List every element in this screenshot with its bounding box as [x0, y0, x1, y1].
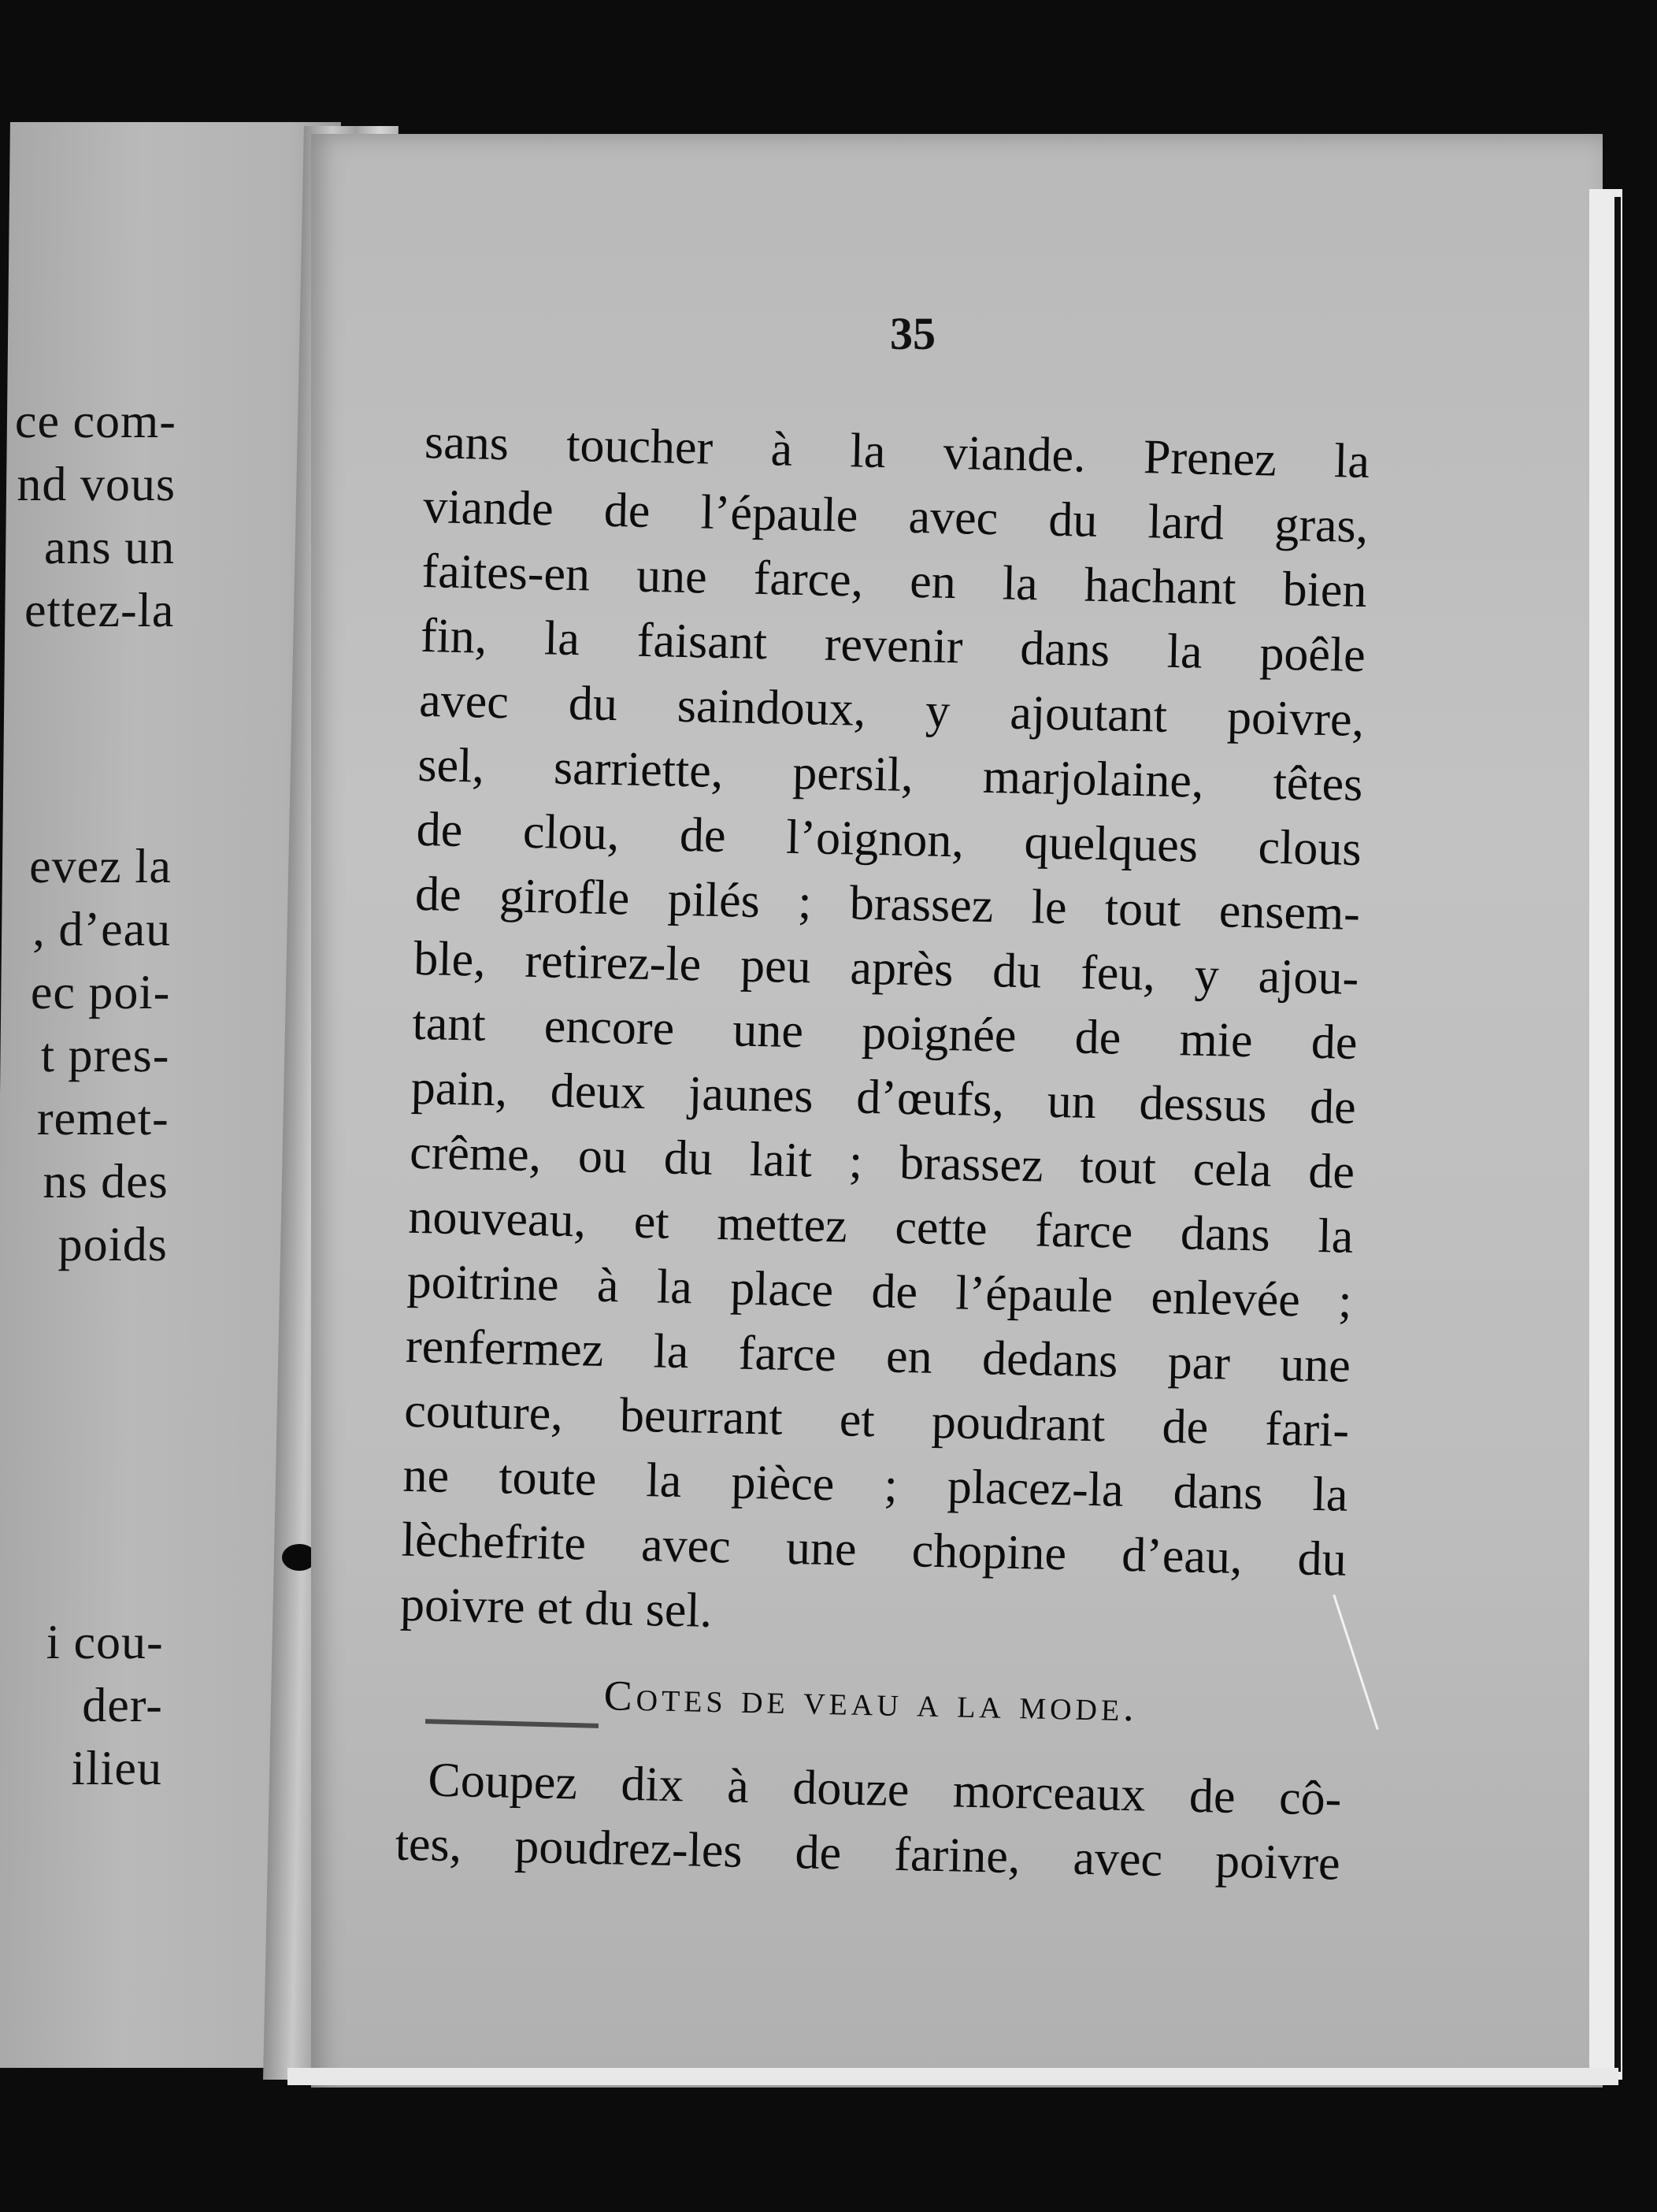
text-line: fin, la faisant revenir dans la poêle [420, 608, 1366, 683]
page-number: 35 [890, 308, 936, 359]
text-line: sans toucher à la viande. Prenez la [424, 414, 1370, 489]
text-line: faites-en une farce, en la hachant bien [421, 544, 1368, 618]
text-line: couture, beurrant et poudrant de fari- [403, 1383, 1350, 1457]
text-line: tant encore une poignée de mie de [411, 996, 1359, 1070]
left-text-fragment: ce com- [14, 395, 177, 448]
text-line: lèchefrite avec une chopine d’eau, du [401, 1512, 1347, 1587]
text-line: pain, deux jaunes d’œufs, un dessus de [410, 1060, 1357, 1134]
left-text-fragment: poids [57, 1218, 169, 1271]
left-text-fragment: nd vous [17, 458, 176, 511]
left-text-fragment: ec poi- [30, 966, 171, 1019]
left-text-fragment: , d’eau [32, 903, 172, 956]
text-line: poivre et du sel. [399, 1577, 713, 1638]
page-bottom-edge [287, 2068, 1618, 2085]
left-text-fragment: ans un [43, 521, 176, 574]
left-text-fragment: ilieu [71, 1742, 163, 1795]
left-text-fragment: t pres- [40, 1029, 170, 1082]
text-line: de girofle pilés ; brassez le tout ensem- [414, 867, 1361, 941]
body-text [395, 410, 1370, 1896]
text-line: Coupez dix à douze morceaux de cô- [427, 1753, 1343, 1826]
left-text-fragment: ettez-la [24, 584, 175, 637]
text-line: ble, retirez-le peu après du feu, y ajou- [413, 931, 1359, 1005]
left-text-fragment: der- [81, 1679, 164, 1732]
text-line: de clou, de l’oignon, quelques clous [416, 802, 1362, 877]
left-text-fragment: i cou- [46, 1616, 165, 1669]
text-line: avec du saindoux, y ajoutant poivre, [418, 673, 1365, 748]
text-line: sel, sarriette, persil, marjolaine, têtes [417, 737, 1364, 812]
text-line: poitrine à la place de l’épaule enlevée ; [406, 1254, 1353, 1328]
left-text-fragment: remet- [36, 1092, 170, 1145]
left-text-fragment: ns des [43, 1155, 169, 1208]
left-text-fragment: evez la [28, 840, 172, 893]
text-line: nouveau, et mettez cette farce dans la [407, 1190, 1354, 1264]
section-heading: Cotes de veau a la mode. [603, 1672, 1139, 1731]
text-line: renfermez la farce en dedans par une [405, 1319, 1351, 1393]
text-line: tes, poudrez-les de farine, avec poivre [395, 1817, 1341, 1891]
text-line: viande de l’épaule avec du lard gras, [422, 479, 1369, 554]
text-line: crême, ou du lait ; brassez tout cela de [409, 1125, 1355, 1199]
page-edge-shadow [1614, 197, 1621, 2072]
text-line: ne toute la pièce ; placez-la dans la [402, 1448, 1349, 1522]
